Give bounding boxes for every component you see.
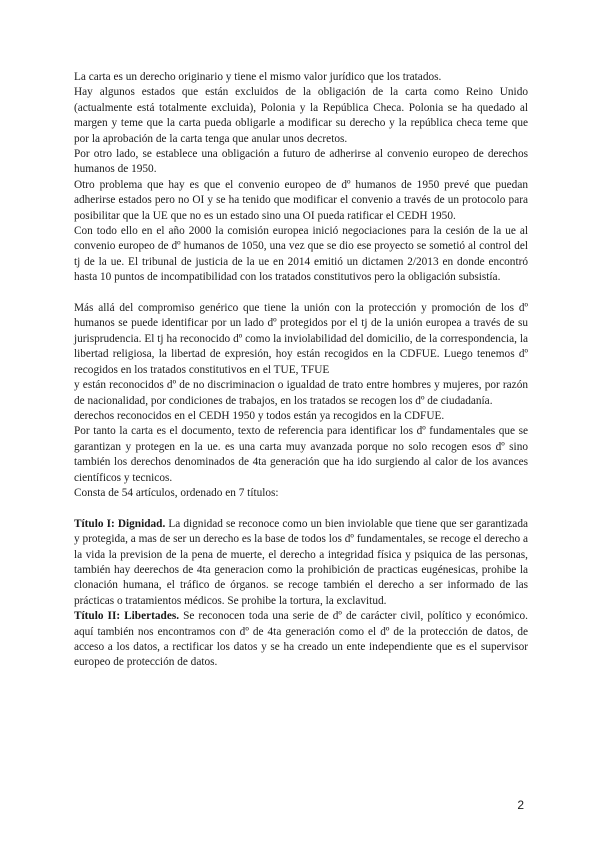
paragraph-5: Con todo ello en el año 2000 la comisión europea inició negociaciones para la cesión de la ue al convenio europeo de dº humanos de 1050, una vez que se dio ese proyecto se sometió al control del tj de la ue. El tribunal de justicia de la ue en 2014 emitió un dictamen 2/2013 en donde encontró hasta 10 puntos de incompatibilidad con los tratados constitutivos pero la obligación subsistía. [74,225,528,284]
page-number: 2 [517,798,524,812]
paragraph-3: Por otro lado, se establece una obligación a futuro de adherirse al convenio europeo de derechos humanos de 1950. [74,148,528,176]
title-2-heading: Título II: Libertades. [74,610,180,623]
title-section-1 [74,517,528,609]
title-1-body: La dignidad se reconoce como un bien inviolable que tiene que ser garantizada y protegida, a mas de ser un derecho es la base de todos los dº fundamentales, se recoge el derecho a la vida la prevision de la pena de muerte, el derecho a integridad física y psiquica de las personas, también hay deerechos de 4ta generacion como la prohibición de practicas eugénesicas, prohibe la clonación humana, el tráfico de órganos. se recoge también el derecho a ser informado de las prácticas o tratamientos médicos. Se prohibe la tortura, la exclavitud. [74,517,528,607]
paragraph-1: La carta es un derecho originario y tiene el mismo valor jurídico que los tratados. [74,71,442,83]
paragraph-spacer [74,286,528,301]
paragraph-7: y están reconocidos dº de no discriminacion o igualdad de trato entre hombres y mujeres, por razón de nacionalidad, por condiciones de trabajos, en los tratados se recogen los dº de ciudadanía. [74,379,528,407]
document-body [74,70,528,671]
paragraph-9: Por tanto la carta es el documento, texto de referencia para identificar los dº fundamentales que se garantizan y protegen en la ue. es una carta muy avanzada porque no solo recogen esos dº sino también los derechos denominados de 4ta generación que ha ido surgiendo al calor de los avances científicos y tecnicos. [74,425,528,484]
paragraph-8: derechos reconocidos en el CEDH 1950 y todos están ya recogidos en la CDFUE. [74,409,445,422]
paragraph-6: Más allá del compromiso genérico que tiene la unión con la protección y promoción de los dº humanos se puede identificar por un lado dº protegidos por el tj de la unión europea a través de su jurisprudencia. El tj ha reconocido dº como la inviolabilidad del domicilio, de la correspondencia, la libertad religiosa, la libertad de expresión, hoy están recogidos en la CDFUE. Luego tenemos dº recogidos en los tratados constitutivos en el TUE, TFUE [74,302,528,376]
title-1-heading: Título I: Dignidad. [74,517,166,530]
paragraph-spacer [74,501,528,516]
title-2-body: Se reconocen toda una serie de dº de carácter civil, político y económico. aquí también nos encontramos con dº de 4ta generación como el dº de la protección de datos, de acceso a los datos, a rectificar los datos y se ha creado un ente independiente que es el supervisor europeo de protección de datos. [74,610,529,669]
paragraph-4: Otro problema que hay es que el convenio europeo de dº humanos de 1950 prevé que puedan adherirse estados pero no OI y se ha tenido que modificar el convenio a través de un protocolo para posibilitar que la UE que no es un estado sino una OI pueda ratificar el CEDH 1950. [74,178,528,222]
paragraph-2: Hay algunos estados que están excluidos de la obligación de la carta como Reino Unido (actualmente está totalmente excluida), Polonia y la República Checa. Polonia se ha quedado al margen y teme que la carta pueda obligarle a modificar su derecho y la república checa teme que por la aprobación de la carta tenga que anular unos decretos. [74,86,528,145]
title-section-2 [74,609,528,671]
paragraph-10: Consta de 54 artículos, ordenado en 7 títulos: [74,486,279,499]
